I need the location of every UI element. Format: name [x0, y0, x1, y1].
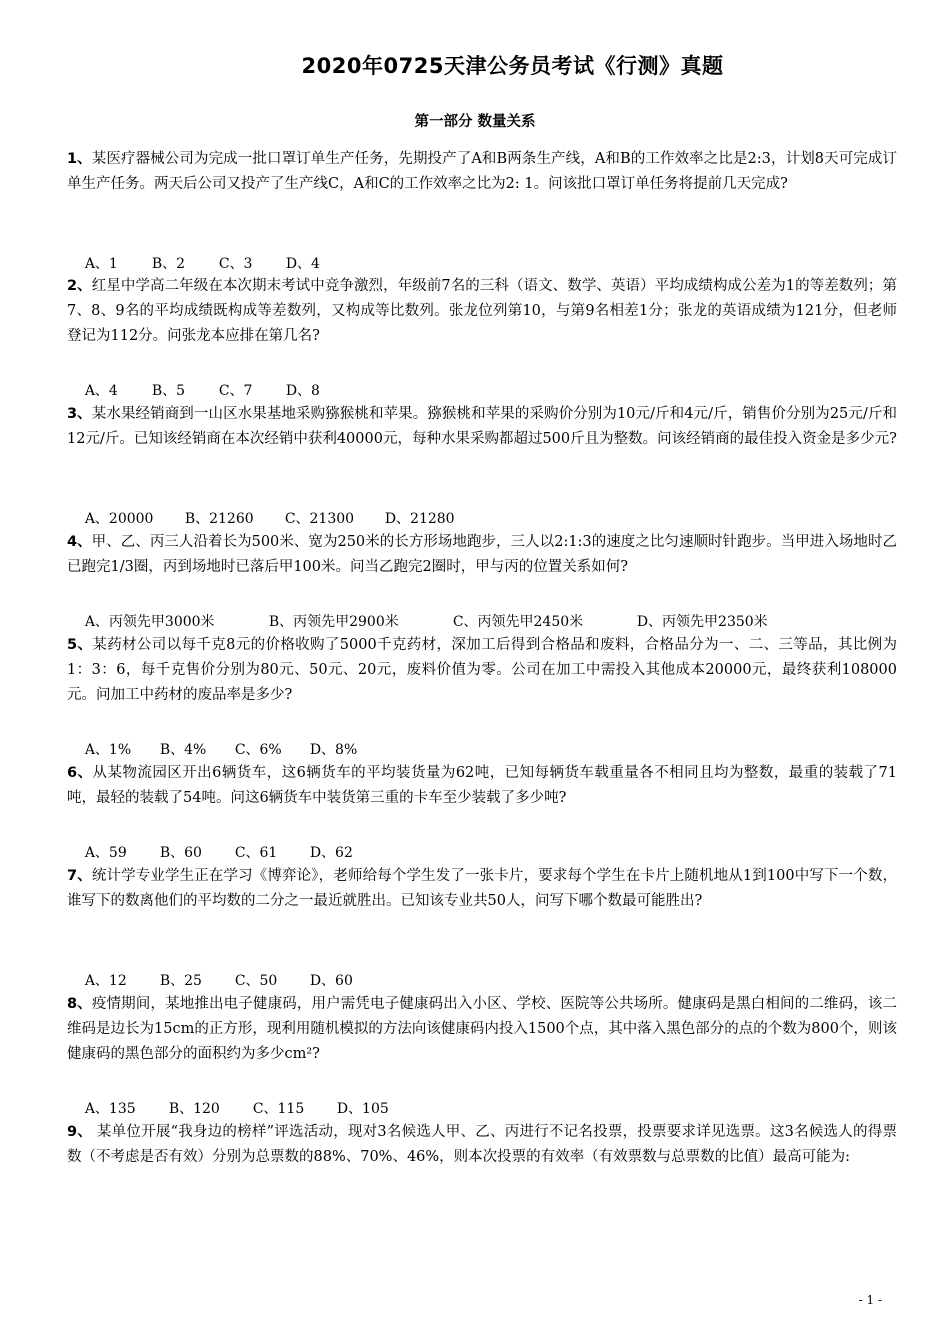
question-1 [67, 147, 897, 197]
question-9 [67, 1120, 897, 1170]
option-d: D、丙领先甲2350米 [636, 614, 768, 630]
question-number: 9、 [67, 1124, 93, 1140]
question-number: 7、 [67, 868, 92, 884]
option-d: D、105 [336, 1101, 389, 1117]
option-b: B、丙领先甲2900米 [268, 614, 399, 630]
option-b: B、4% [159, 742, 207, 758]
option-c: C、3 [218, 256, 253, 272]
question-number: 8、 [67, 996, 92, 1012]
option-b: B、5 [151, 383, 186, 399]
question-number: 4、 [67, 534, 92, 550]
question-text: 某水果经销商到一山区水果基地采购猕猴桃和苹果。猕猴桃和苹果的采购价分别为10元/斤和4元/斤，销售价分别为25元/斤和12元/斤。已知该经销商在本次经销中获利40000元，每种水果采购都超过500斤且为整数。问该经销商的最佳投入资金是多少元? [67, 406, 898, 447]
option-c: C、丙领先甲2450米 [452, 614, 584, 630]
question-5 [67, 633, 897, 708]
option-a: A、4 [84, 383, 118, 399]
option-b: B、21260 [184, 511, 254, 527]
question-text: 从某物流园区开出6辆货车，这6辆货车的平均装货量为62吨，已知每辆货车载重量各不相同且均为整数，最重的装载了71吨，最轻的装载了54吨。问这6辆货车中装货第三重的卡车至少装载了多少吨? [67, 765, 897, 806]
question-text: 红星中学高二年级在本次期末考试中竞争激烈，年级前7名的三科（语文、数学、英语）平均成绩构成公差为1的等差数列；第7、8、9名的平均成绩既构成等差数列，又构成等比数列。张龙位列第10，与第9名相差1分；张龙的英语成绩为121分，但老师登记为112分。问张龙本应排在第几名? [67, 278, 897, 344]
option-d: D、62 [309, 845, 353, 861]
option-a: A、135 [84, 1101, 136, 1117]
question-4 [67, 530, 897, 580]
section-heading: 第一部分 数量关系 [414, 114, 536, 130]
question-6 [67, 761, 897, 811]
question-2 [67, 274, 897, 349]
question-3 [67, 402, 897, 452]
question-number: 3、 [67, 406, 92, 422]
option-b: B、2 [151, 256, 186, 272]
option-d: D、60 [309, 973, 353, 989]
option-c: C、7 [218, 383, 253, 399]
document-title: 2020年0725天津公务员考试《行测》真题 [301, 54, 724, 78]
question-text: 某单位开展“我身边的榜样”评选活动，现对3名候选人甲、乙、丙进行不记名投票，投票要求详见选票。这3名候选人的得票数（不考虑是否有效）分别为总票数的88%、70%、46%，则本次投票的有效率（有效票数与总票数的比值）最高可能为: [67, 1124, 897, 1165]
question-8 [67, 992, 897, 1067]
option-b: B、25 [159, 973, 202, 989]
option-b: B、60 [159, 845, 202, 861]
question-text: 某医疗器械公司为完成一批口罩订单生产任务，先期投产了A和B两条生产线，A和B的工作效率之比是2:3，计划8天可完成订单生产任务。两天后公司又投产了生产线C，A和C的工作效率之比为2: 1。问该批口罩订单任务将提前几天完成? [67, 151, 898, 192]
option-a: A、12 [84, 973, 127, 989]
question-7 [67, 864, 897, 914]
option-d: D、8% [309, 742, 358, 758]
option-c: C、6% [234, 742, 282, 758]
option-b: B、120 [168, 1101, 220, 1117]
option-c: C、61 [234, 845, 278, 861]
question-number: 1、 [67, 151, 92, 167]
option-d: D、4 [285, 256, 320, 272]
option-a: A、1% [84, 742, 132, 758]
question-text: 甲、乙、丙三人沿着长为500米、宽为250米的长方形场地跑步，三人以2:1:3的速度之比匀速顺时针跑步。当甲进入场地时乙已跑完1/3圈，丙到场地时已落后甲100米。问当乙跑完2圈时，甲与丙的位置关系如何? [67, 534, 897, 575]
option-a: A、丙领先甲3000米 [84, 614, 215, 630]
option-d: D、21280 [384, 511, 455, 527]
question-text: 统计学专业学生正在学习《博弈论》，老师给每个学生发了一张卡片，要求每个学生在卡片上随机地从1到100中写下一个数，谁写下的数离他们的平均数的二分之一最近就胜出。已知该专业共50人，问写下哪个数最可能胜出? [67, 868, 897, 909]
question-number: 2、 [67, 278, 92, 294]
option-c: C、115 [252, 1101, 305, 1117]
option-a: A、20000 [84, 511, 154, 527]
page-number: - 1 - [858, 1293, 882, 1307]
question-number: 6、 [67, 765, 93, 781]
option-a: A、1 [84, 256, 118, 272]
option-d: D、8 [285, 383, 320, 399]
option-a: A、59 [84, 845, 127, 861]
option-c: C、21300 [284, 511, 355, 527]
question-text: 某药材公司以每千克8元的价格收购了5000千克药材，深加工后得到合格品和废料，合格品分为一、二、三等品，其比例为1：3：6，每千克售价分别为80元、50元、20元，废料价值为零。公司在加工中需投入其他成本20000元，最终获利108000元。问加工中药材的废品率是多少? [67, 637, 897, 703]
question-text: 疫情期间，某地推出电子健康码，用户需凭电子健康码出入小区、学校、医院等公共场所。健康码是黑白相间的二维码，该二维码是边长为15cm的正方形，现利用随机模拟的方法向该健康码内投入1500个点，其中落入黑色部分的点的个数为800个，则该健康码的黑色部分的面积约为多少cm²? [67, 996, 897, 1062]
option-c: C、50 [234, 973, 278, 989]
question-number: 5、 [67, 637, 93, 653]
